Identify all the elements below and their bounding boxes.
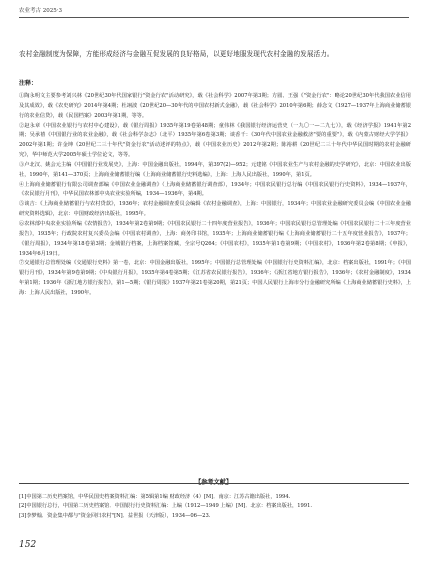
body-paragraph: 农村金融制度为保障，方能形成经济与金融互促发展的良好格局，以更好地服发现代农村金融的发展活力。 (19, 50, 334, 58)
note-item: ⑤谈吉：《上海商业储蓄银行与农村贷款》，1936年；农村金融调查委员会编辑《农村金融调查》，上海：中国银行，1934年；中国农业金融研究委员会编《中国农业金融研究资料选辑》，北京：中国财政经济出版社，1995年。 (19, 201, 411, 218)
notes-heading: 注释： (19, 80, 38, 87)
page-number: 152 (19, 540, 37, 550)
note-item: ③卢北汉、姚会元主编《中国银行业发展史》，上海：中国金融出版社，1994年，第397(2)—952；元建铭《中国农业生产与农村金融的史学研究》，北京：中国农业出版社，1990年，第141—370页；上海商业储蓄银行编《上海商业储蓄银行史料选编》，上海：上海人民出版社，1990年，第1页。 (19, 161, 411, 178)
reference-item: [2]中国银行总行，中国第二历史档案馆．中国银行行史资料汇编：上编（1912—1949 上编）[M]．北京：档案出版社，1991. (19, 503, 313, 510)
references-list (19, 493, 409, 521)
reference-item: [1]中国第二历史档案馆，中华民国史档案资料汇编：第5辑第1编 财政经济（4）[M]．南京：江苏古籍出版社，1994. (19, 494, 291, 500)
journal-issue: 农业考古 2025·3 (19, 8, 62, 14)
running-header (19, 6, 409, 18)
note-item: ①陶永明文主要参考刘兴林《20世纪30年代国家银行"资金行农"活动研究》，载《社会科学》2007年第3期；方圆、王强《"资金行农"：略论20世纪30年代我国农业信用及其成效》，载《农史研究》2014年第4期；杜翊波《20世纪20—30年代的中国农村新式金融》，载《社会科学》2010年第6期；薛念文《1927—1937年上海商业储蓄银行的农业信贷》，载《民国档案》2003年第1期，等等。 (19, 93, 411, 119)
references-heading: 【参考文献】 (194, 479, 233, 486)
references-divider (19, 483, 409, 484)
note-item: ⑥农林部中央农业实验所编《农情报告》，1934年第2卷第9期；《中国农民银行二十四年度营业报告》，1936年；中国农民银行总管理处编《中国农民银行二十三年度营业报告》，1935年；行政院农村复兴委员会编《中国农村调查》，上海：商务印书馆，1935年；上海商业储蓄银行编《上海商业储蓄银行二十五年度营业报告》，1937年；《银行周报》，1934年第18卷第3期；金城银行档案，上海档案馆藏，全宗号Q264；《中国农村》，1935年第1卷第9期；《中国农村》，1936年第2卷第8期；《申报》，1934年6月19日。 (19, 220, 411, 257)
notes-section (19, 92, 411, 299)
note-item: ②赵永章《中国农业银行与农村中心建设》，载《银行周报》1935年第19卷第48期；童伟林《我国银行经济运营史（一九〇一—二九七）》，载《经济学报》1941年第2期；吴承禧《中国银行业的农业金融》，载《社会科学杂志》（北平）1935年第6卷第3期；谈香千：《30年代中国农业金融救济"要的重要"》，载《内蒙古财经大学学报》2002年第1期；许金坤《20世纪二三十年代"资金行农"活动述评的特点》，载《中国农业历史》2012年第2期；陈裕耕《20世纪二三十年代中华民国时期的农村金融研究》，华中师范大学2005年硕士学位论文，等等。 (19, 122, 411, 159)
reference-item: [3]李梦翰．资金集中都与"资金回归农村"[N]．益世报（天津版），1934—06—23. (19, 512, 211, 519)
note-item: ④上海商业储蓄银行有限公司调查部编《中国农业金融调查》（上海商业储蓄银行调查部），1934年；中国农民银行总行编《中国农民银行行史资料》，1934—1937年，《农民银行月刊》，中华民国农林部中央农业实验所编，1934—1936年，第4期。 (19, 181, 411, 198)
note-item: ⑦交通银行总管理处编《交通银行史料》第一卷，北京：中国金融出版社，1995年；中国银行总管理处编《中国银行行史资料汇编》，北京：档案出版社，1991年；《中国银行月刊》，1934年第9卷第9期；《中央银行月报》，1935年第4卷第5期；《江苏省农民银行报告》，1936年；《浙江省地方银行报告》，1936年；《农村金融制度》，1934年第1期；1936年《浙江地方银行报告》，第1—5期；《银行周报》1937年第21卷第20期，第21页；中国人民银行上海市分行金融研究所编《上海商业储蓄银行史料》，上海：上海人民出版社，1990年。 (19, 260, 411, 296)
